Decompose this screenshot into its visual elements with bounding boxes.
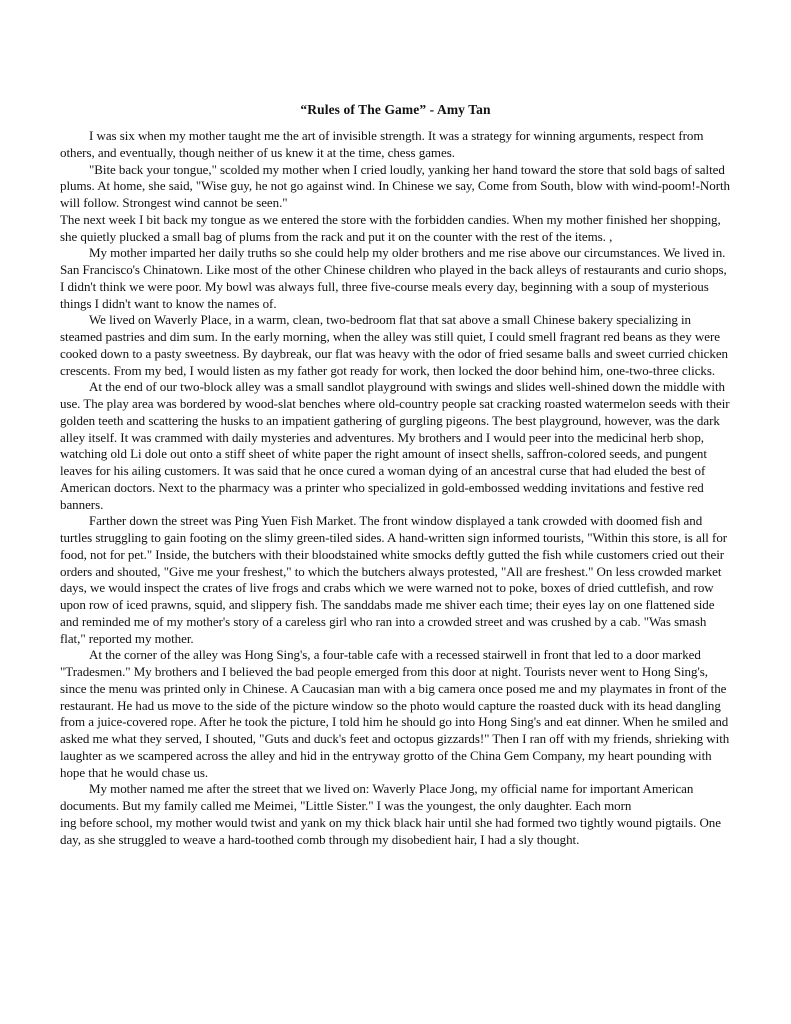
document-body — [60, 128, 731, 848]
paragraph: The next week I bit back my tongue as we entered the store with the forbidden candies. When my mother finished her shopping, she quietly plucked a small bag of plums from the rack and put it on the counter with the rest of the items. , — [60, 211, 721, 244]
paragraph: We lived on Waverly Place, in a warm, clean, two-bedroom flat that sat above a small Chinese bakery specializing in steamed pastries and dim sum. In the early morning, when the alley was still quiet, I could smell fragrant red beans as they were cooked down to a pasty sweetness. By daybreak, our flat was heavy with the odor of fried sesame balls and sweet curried chicken crescents. From my bed, I would listen as my father got ready for work, then locked the door behind him, one-two-three clicks. — [60, 312, 728, 378]
paragraph: At the corner of the alley was Hong Sing's, a four-table cafe with a recessed stairwell in front that led to a door marked "Tradesmen." My brothers and I believed the bad people emerged from this door at night. Tourists never went to Hong Sing's, since the menu was printed only in Chinese. A Caucasian man with a big camera once posed me and my playmates in front of the restaurant. He had us move to the side of the picture window so the photo would capture the roasted duck with its head dangling from a juice-covered rope. After he took the picture, I told him he should go into Hong Sing's and eat dinner. When he smiled and asked me what they served, I shouted, "Guts and duck's feet and octopus gizzards!" Then I ran off with my friends, shrieking with laughter as we scampered across the alley and hid in the entryway grotto of the China Gem Company, my heart pounding with hope that he would chase us. — [60, 647, 730, 780]
paragraph: ing before school, my mother would twist and yank on my thick black hair until she had formed two tightly wound pigtails. One day, as she struggled to weave a hard-toothed comb through my disobedient hair, I had a sly thought. — [60, 814, 721, 847]
paragraph: Farther down the street was Ping Yuen Fish Market. The front window displayed a tank crowded with doomed fish and turtles struggling to gain footing on the slimy green-tiled sides. A hand-written sign informed tourists, "Within this store, is all for food, not for pet." Inside, the butchers with their bloodstained white smocks deftly gutted the fish while customers cried out their orders and shouted, "Give me your freshest," to which the butchers always protested, "All are freshest." On less crowded market days, we would inspect the crates of live frogs and crabs which we were warned not to poke, boxes of dried cuttlefish, and row upon row of iced prawns, squid, and slippery fish. The sanddabs made me shiver each time; their eyes lay on one flattened side and reminded me of my mother's story of a careless girl who ran into a crowded street and was crushed by a cab. "Was smash flat," reported my mother. — [60, 513, 728, 646]
paragraph: I was six when my mother taught me the art of invisible strength. It was a strategy for winning arguments, respect from others, and eventually, though neither of us knew it at the time, chess games. — [60, 128, 704, 160]
paragraph: My mother imparted her daily truths so she could help my older brothers and me rise above our circumstances. We lived in. San Francisco's Chinatown. Like most of the other Chinese children who played in the back alleys of restaurants and curio shops, I didn't think we were poor. My bowl was always full, three five-course meals every day, beginning with a soup of mysterious things I didn't want to know the names of. — [60, 245, 727, 311]
paragraph: At the end of our two-block alley was a small sandlot playground with swings and slides well-shined down the middle with use. The play area was bordered by wood-slat benches where old-country people sat cracking roasted watermelon seeds with their golden teeth and scattering the husks to an impatient gathering of gurgling pigeons. The best playground, however, was the dark alley itself. It was crammed with daily mysteries and adventures. My brothers and I would peer into the medicinal herb shop, watching old Li dole out onto a stiff sheet of white paper the right amount of insect shells, saffron-colored seeds, and pungent leaves for his ailing customers. It was said that he once cured a woman dying of an ancestral curse that had eluded the best of American doctors. Next to the pharmacy was a printer who specialized in gold-embossed wedding invitations and festive red banners. — [60, 379, 730, 512]
paragraph: My mother named me after the street that we lived on: Waverly Place Jong, my official name for important American documents. But my family called me Meimei, "Little Sister." I was the youngest, the only daughter. Each morn — [60, 781, 694, 813]
document-title: “Rules of The Game” - Amy Tan — [300, 102, 491, 117]
paragraph: "Bite back your tongue," scolded my mother when I cried loudly, yanking her hand toward the store that sold bags of salted plums. At home, she said, "Wise guy, he not go against wind. In Chinese we say, Come from South, blow with wind-poom!-North will follow. Strongest wind cannot be seen." — [60, 161, 730, 210]
